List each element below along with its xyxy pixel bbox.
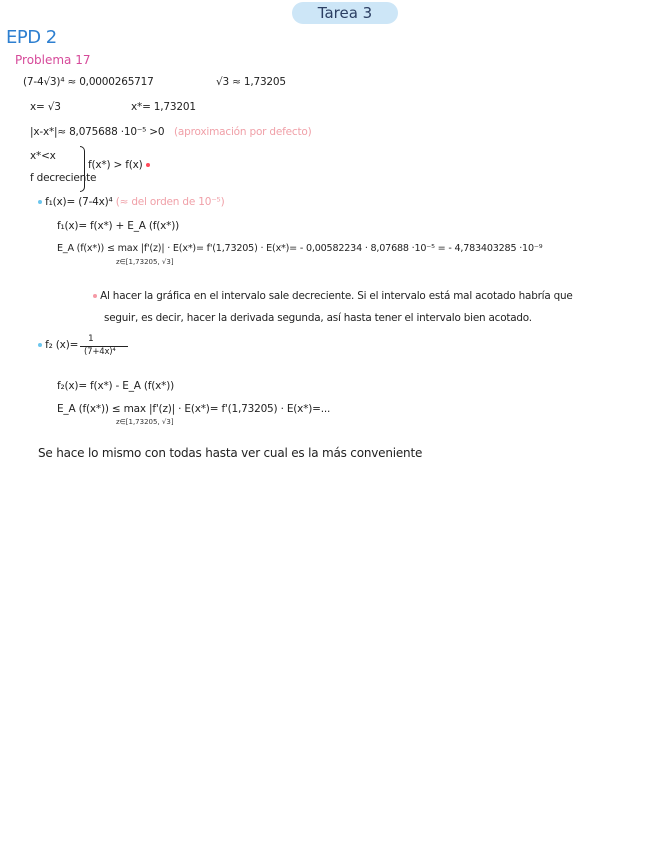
f2-relation: f₂(x)= f(x*) - E_A (f(x*)) [57,380,175,392]
section-heading: EPD 2 [6,27,57,48]
f1-error: E_A (f(x*)) ≤ max |f'(z)| · E(x*)= f'(1,73205) · E(x*)= - 0,00582234 · 8,07688 ·10⁻⁵ = - 4,783403285 ·10⁻⁹ [57,243,543,254]
approximation-note: (aproximación por defecto) [174,126,312,138]
page-title: Tarea 3 [292,2,398,24]
x-exact: x= √3 [30,101,61,113]
decreasing-label: f decreciente [30,172,97,184]
bullet-red-icon [146,163,150,167]
bullet-blue-icon [38,200,42,204]
absolute-error: |x-x*|≈ 8,075688 ·10⁻⁵ >0 [30,126,165,138]
inequality: x*<x [30,150,56,162]
f1-interval: z∈[1,73205, √3] [116,258,174,266]
approx-value: (7-4√3)⁴ ≈ 0,0000265717 [23,76,154,88]
f2-error: E_A (f(x*)) ≤ max |f'(z)| · E(x*)= f'(1,73205) · E(x*)=... [57,403,331,415]
brace-result: f(x*) > f(x) [88,159,143,171]
f1-note: (≈ del orden de 10⁻⁵) [115,196,225,208]
note-row-1 [93,290,573,302]
f2-definition: f₂ (x)= [45,339,79,351]
f2-row [38,339,78,351]
bullet-blue-icon [38,343,42,347]
bullet-pink-icon [93,294,97,298]
f1-row [38,196,224,208]
f2-numerator: 1 [88,334,94,344]
conclusion: Se hace lo mismo con todas hasta ver cual es la más conveniente [38,446,423,460]
x-approx: x*= 1,73201 [131,101,196,113]
note-text-2: seguir, es decir, hacer la derivada segunda, así hasta tener el intervalo bien acotado. [104,312,532,324]
f2-interval: z∈[1,73205, √3] [116,418,174,426]
brace [80,146,85,192]
note-text-1: Al hacer la gráfica en el intervalo sale decreciente. Si el intervalo está mal acotado habría que [100,290,573,302]
f1-relation: f₁(x)= f(x*) + E_A (f(x*)) [57,220,180,232]
brace-result-row [88,159,150,171]
sqrt3-approx: √3 ≈ 1,73205 [216,76,286,88]
problem-heading: Problema 17 [15,53,91,67]
f1-definition: f₁(x)= (7-4x)⁴ [45,196,113,208]
f2-denominator: (7+4x)⁴ [84,347,116,357]
